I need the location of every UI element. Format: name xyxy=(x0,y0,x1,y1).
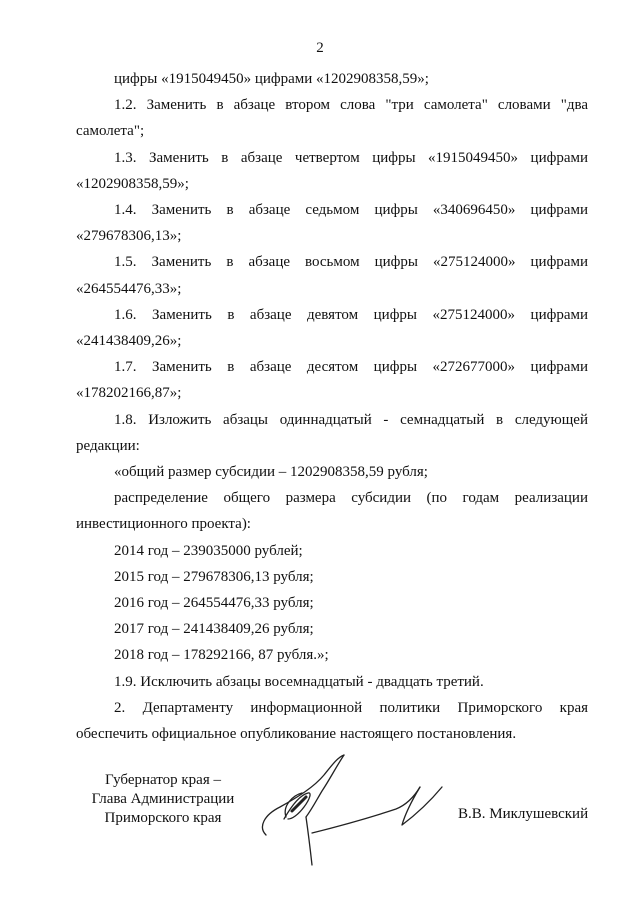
year-2016-line: 2016 год – 264554476,33 рубля; xyxy=(114,595,314,612)
paragraph-1-8: 1.8. Изложить абзацы одиннадцатый - семнадцатый в следующей редакции: xyxy=(76,411,588,454)
paragraph-1-9: 1.9. Исключить абзацы восемнадцатый - двадцать третий. xyxy=(114,673,484,690)
paragraph-1-3: 1.3. Заменить в абзаце четвертом цифры «1915049450» цифрами «1202908358,59»; xyxy=(76,149,588,192)
paragraph-1-6: 1.6. Заменить в абзаце девятом цифры «275124000» цифрами «241438409,26»; xyxy=(76,306,588,350)
quoted-distribution-intro: распределение общего размера субсидии (по годам реализации инвестиционного проекта): xyxy=(76,490,588,533)
signatory-name: В.В. Миклушевский xyxy=(458,806,589,822)
signatory-title xyxy=(80,771,246,828)
paragraph-continuation: цифры «1915049450» цифрами «1202908358,59»; xyxy=(114,71,429,87)
paragraph-1-4: 1.4. Заменить в абзаце седьмом цифры «340696450» цифрами «279678306,13»; xyxy=(76,202,588,245)
handwritten-signature xyxy=(246,735,446,870)
quoted-subsidy-total: «общий размер субсидии – 1202908358,59 рубля; xyxy=(114,464,428,481)
year-2017-line: 2017 год – 241438409,26 рубля; xyxy=(114,621,314,638)
page-number: 2 xyxy=(316,40,324,56)
year-2014-line: 2014 год – 239035000 рублей; xyxy=(114,542,303,559)
paragraph-1-2: 1.2. Заменить в абзаце втором слова "три самолета" словами "два самолета"; xyxy=(76,97,588,140)
year-2018-line: 2018 год – 178292166, 87 рубля.»; xyxy=(114,647,329,664)
signatory-title-line: Приморского края xyxy=(104,810,222,826)
signatory-title-line: Губернатор края – xyxy=(105,772,221,788)
paragraph-1-7: 1.7. Заменить в абзаце десятом цифры «272677000» цифрами «178202166,87»; xyxy=(76,359,588,402)
document-body xyxy=(76,66,588,747)
year-2015-line: 2015 год – 279678306,13 рубля; xyxy=(114,568,314,585)
paragraph-1-5: 1.5. Заменить в абзаце восьмом цифры «275124000» цифрами «264554476,33»; xyxy=(76,254,588,297)
signatory-title-line: Глава Администрации xyxy=(91,791,235,807)
paragraph-2: 2. Департаменту информационной политики Приморского края обеспечить официальное опубликование настоящего постановления. xyxy=(76,699,588,743)
